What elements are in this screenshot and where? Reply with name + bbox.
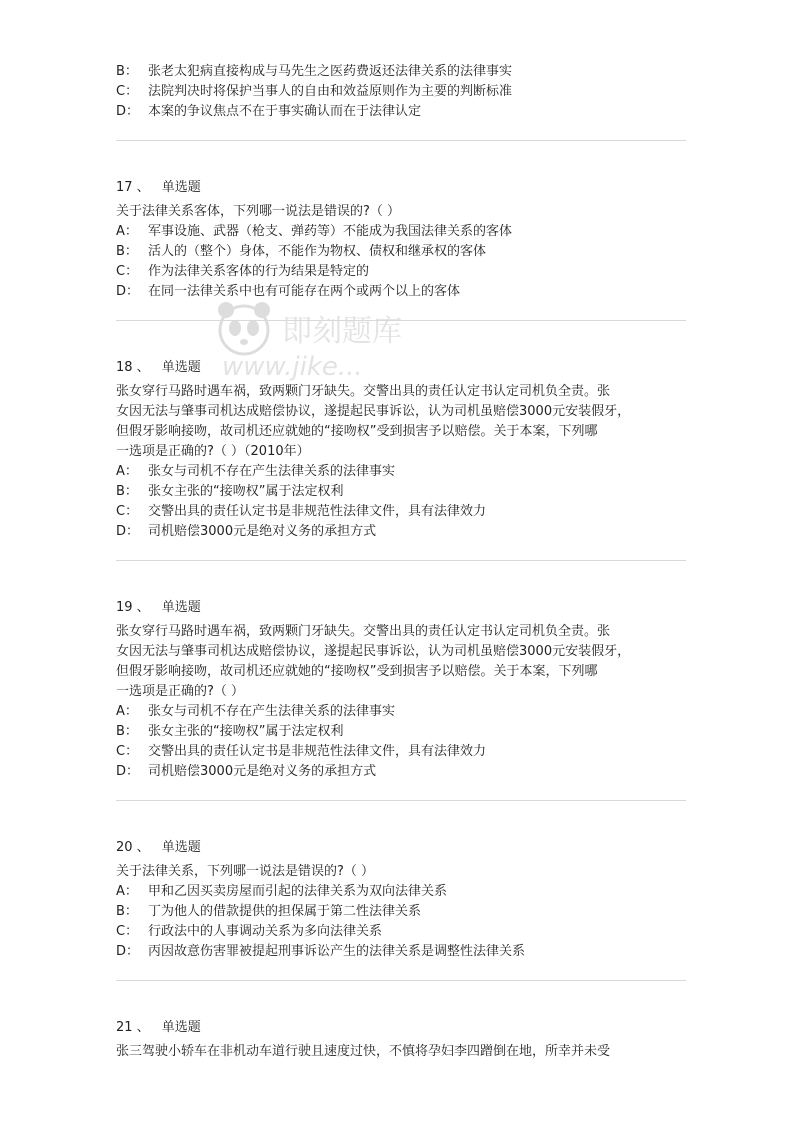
question-header xyxy=(116,838,201,858)
option-text: 丙因故意伤害罪被提起刑事诉讼产生的法律关系是调整性法律关系 xyxy=(148,944,526,959)
option-d xyxy=(116,762,692,782)
option-letter: C： xyxy=(116,924,139,939)
question-header xyxy=(116,178,201,198)
question-type: 单选题 xyxy=(161,360,201,375)
question-number: 20 、 xyxy=(116,840,150,855)
option-d xyxy=(116,522,692,542)
option-letter: A： xyxy=(116,884,138,899)
option-text: 张女与司机不存在产生法律关系的法律事实 xyxy=(148,464,396,479)
option-text: 张老太犯病直接构成与马先生之医药费返还法律关系的法律事实 xyxy=(148,64,513,79)
question-header xyxy=(116,358,201,378)
option-letter: A： xyxy=(116,224,138,239)
divider xyxy=(116,560,686,561)
option-text: 法院判决时将保护当事人的自由和效益原则作为主要的判断标准 xyxy=(148,84,513,99)
option-letter: A： xyxy=(116,704,138,719)
question-stem-line: 张女穿行马路时遇车祸，致两颗门牙缺失。交警出具的责任认定书认定司机负全责。张 xyxy=(116,384,611,399)
option-text: 行政法中的人事调动关系为多向法律关系 xyxy=(148,924,383,939)
option-a xyxy=(116,702,692,722)
question-stem: 关于法律关系客体，下列哪一说法是错误的?（ ） xyxy=(116,204,401,219)
question-stem-line: 女因无法与肇事司机达成赔偿协议，遂提起民事诉讼，认为司机虽赔偿3000元安装假牙， xyxy=(116,404,631,419)
option-text: 甲和乙因买卖房屋而引起的法律关系为双向法律关系 xyxy=(148,884,448,899)
option-d xyxy=(116,102,692,122)
question-number: 18 、 xyxy=(116,360,150,375)
option-c xyxy=(116,502,692,522)
option-text: 丁为他人的借款提供的担保属于第二性法律关系 xyxy=(148,904,422,919)
option-c xyxy=(116,922,692,942)
divider xyxy=(116,800,686,801)
option-text: 本案的争议焦点不在于事实确认而在于法律认定 xyxy=(148,104,422,119)
option-text: 张女主张的“接吻权”属于法定权利 xyxy=(148,484,344,499)
question-stem-line: 一选项是正确的?（ ）（2010年） xyxy=(116,444,310,459)
question-type: 单选题 xyxy=(161,1020,201,1035)
option-c xyxy=(116,742,692,762)
watermark-url: www.jike... xyxy=(222,352,363,382)
option-text: 交警出具的责任认定书是非规范性法律文件，具有法律效力 xyxy=(148,744,487,759)
option-text: 军事设施、武器（枪支、弹药等）不能成为我国法律关系的客体 xyxy=(148,224,513,239)
question-stem: 关于法律关系，下列哪一说法是错误的?（ ） xyxy=(116,864,375,879)
option-letter: B： xyxy=(116,904,138,919)
option-d xyxy=(116,942,692,962)
option-b xyxy=(116,242,692,262)
question-number: 19 、 xyxy=(116,600,150,615)
option-a xyxy=(116,882,692,902)
question-number: 21 、 xyxy=(116,1020,150,1035)
option-letter: A： xyxy=(116,464,138,479)
panda-logo-icon xyxy=(212,296,276,360)
question-header xyxy=(116,598,201,618)
option-letter: D： xyxy=(116,524,140,539)
option-text: 交警出具的责任认定书是非规范性法律文件，具有法律效力 xyxy=(148,504,487,519)
divider xyxy=(116,320,686,321)
question-type: 单选题 xyxy=(161,180,201,195)
option-text: 张女与司机不存在产生法律关系的法律事实 xyxy=(148,704,396,719)
option-a xyxy=(116,462,692,482)
divider xyxy=(116,140,686,141)
question-header xyxy=(116,1018,201,1038)
watermark-brand: 即刻题库 xyxy=(282,314,402,349)
divider xyxy=(116,980,686,981)
question-stem-line: 张女穿行马路时遇车祸，致两颗门牙缺失。交警出具的责任认定书认定司机负全责。张 xyxy=(116,624,611,639)
option-c xyxy=(116,262,692,282)
option-d xyxy=(116,282,692,302)
option-b xyxy=(116,902,692,922)
option-letter: C： xyxy=(116,504,139,519)
question-stem-line: 女因无法与肇事司机达成赔偿协议，遂提起民事诉讼，认为司机虽赔偿3000元安装假牙， xyxy=(116,644,631,659)
question-stem-line: 一选项是正确的?（ ） xyxy=(116,684,245,699)
option-b xyxy=(116,62,692,82)
option-b xyxy=(116,482,692,502)
option-letter: D： xyxy=(116,764,140,779)
question-stem: 张三驾驶小轿车在非机动车道行驶且速度过快，不慎将孕妇李四蹭倒在地，所幸并未受 xyxy=(116,1044,611,1059)
option-b xyxy=(116,722,692,742)
question-stem-line: 但假牙影响接吻，故司机还应就她的“接吻权”受到损害予以赔偿。关于本案，下列哪 xyxy=(116,664,598,679)
question-stem-line: 但假牙影响接吻，故司机还应就她的“接吻权”受到损害予以赔偿。关于本案，下列哪 xyxy=(116,424,598,439)
option-letter: B： xyxy=(116,64,138,79)
option-letter: C： xyxy=(116,84,139,99)
option-letter: B： xyxy=(116,244,138,259)
option-letter: B： xyxy=(116,724,138,739)
option-text: 司机赔偿3000元是绝对义务的承担方式 xyxy=(148,764,377,779)
option-text: 在同一法律关系中也有可能存在两个或两个以上的客体 xyxy=(148,284,461,299)
option-letter: B： xyxy=(116,484,138,499)
option-letter: D： xyxy=(116,944,140,959)
question-type: 单选题 xyxy=(161,840,201,855)
option-text: 司机赔偿3000元是绝对义务的承担方式 xyxy=(148,524,377,539)
option-letter: C： xyxy=(116,744,139,759)
option-letter: C： xyxy=(116,264,139,279)
option-text: 活人的（整个）身体，不能作为物权、债权和继承权的客体 xyxy=(148,244,487,259)
question-number: 17 、 xyxy=(116,180,150,195)
option-c xyxy=(116,82,692,102)
option-a xyxy=(116,222,692,242)
option-text: 作为法律关系客体的行为结果是特定的 xyxy=(148,264,370,279)
option-text: 张女主张的“接吻权”属于法定权利 xyxy=(148,724,344,739)
question-type: 单选题 xyxy=(161,600,201,615)
option-letter: D： xyxy=(116,104,140,119)
option-letter: D： xyxy=(116,284,140,299)
